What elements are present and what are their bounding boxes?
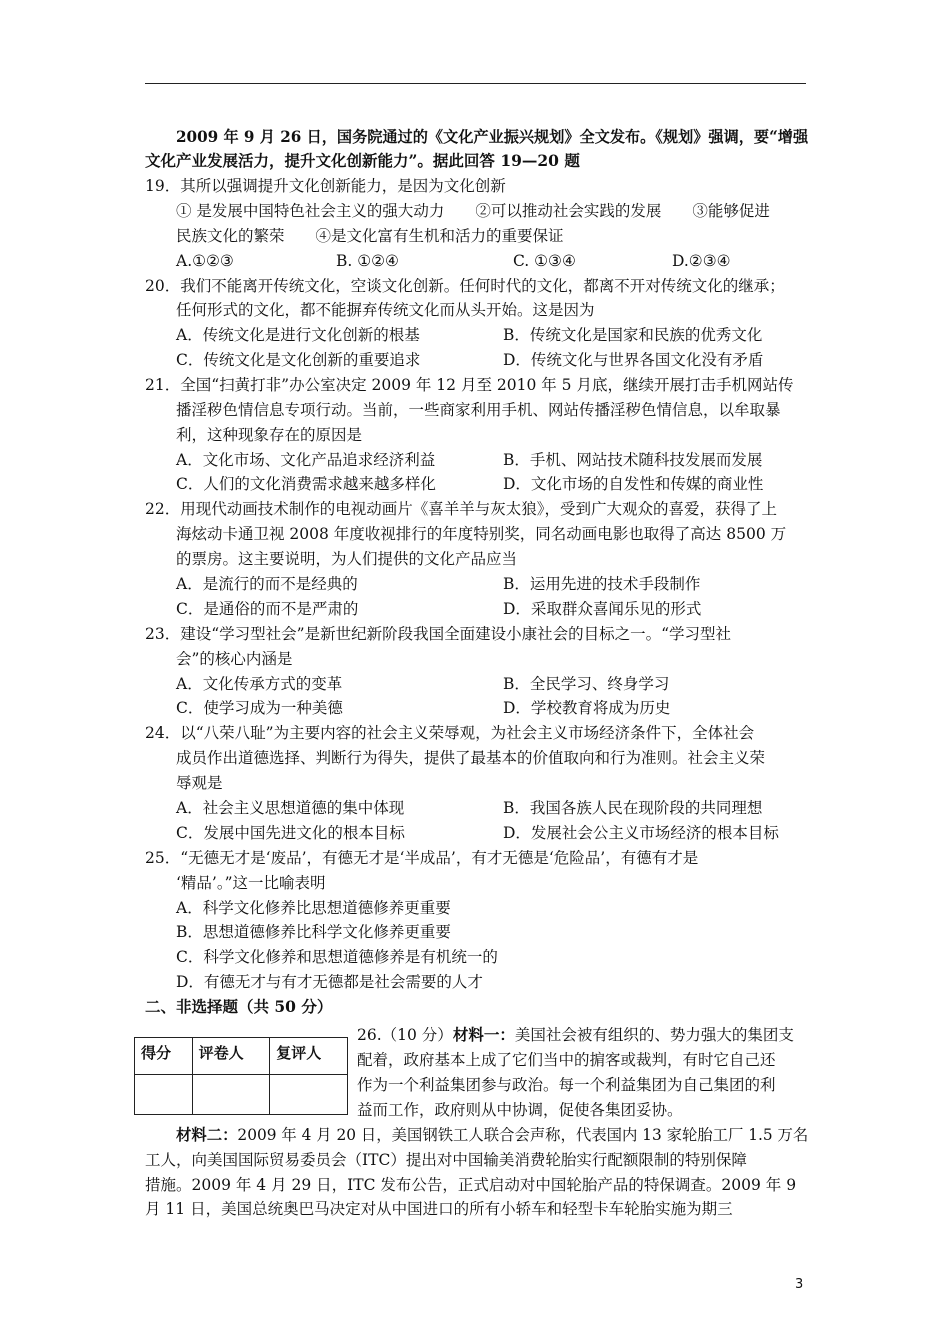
q23-line-2: 会”的核心内涵是 [176,650,293,668]
q25-option-a: A．科学文化修养比思想道德修养更重要 [176,899,451,917]
q26-number: 26.（10 分） [357,1026,453,1044]
q25-line-2: ‘精品’。”这一比喻表明 [176,874,326,892]
q20-option-b: B．传统文化是国家和民族的优秀文化 [503,326,763,344]
q19-option-d: D.②③④ [672,252,731,270]
q26-line-2: 配着，政府基本上成了它们当中的掮客或裁判，有时它自己还 [357,1051,776,1069]
q22-line-2: 海炫动卡通卫视 2008 年度收视排行的年度特别奖，同名动画电影也取得了高达 8500 万 [176,525,787,543]
q26-line-1 [357,1025,794,1045]
q20-line-2: 任何形式的文化，都不能摒弃传统文化而从头开始。这是因为 [176,301,595,319]
section-2-title: 二、非选择题（共 50 分） [145,997,333,1016]
score-header: 得分 [135,1038,193,1075]
q21-line-3: 利，这种现象存在的原因是 [176,426,363,444]
score-table [134,1037,348,1115]
score-cell [135,1075,193,1115]
header-rule [145,83,806,84]
q25-option-d: D．有德无才与有才无德都是社会需要的人才 [176,973,483,991]
q19-option-a: A.①②③ [176,252,234,270]
q26-material-2-text: 2009 年 4 月 20 日，美国钢铁工人联合会声称，代表国内 13 家轮胎工厂 1.5 万名 [237,1126,809,1144]
q24-stem: 24．以“八荣八耻”为主要内容的社会主义荣辱观，为社会主义市场经济条件下，全体社会 [145,724,755,742]
q26-line-4: 益而工作，政府则从中协调，促使各集团妥协。 [357,1101,683,1119]
q25-option-b: B．思想道德修养比科学文化修养更重要 [176,923,451,941]
page-number: 3 [795,1277,804,1292]
q26-material-1-label: 材料一： [452,1025,515,1044]
q22-option-d: D．采取群众喜闻乐见的形式 [503,600,702,618]
q24-line-2: 成员作出道德选择、判断行为得失，提供了最基本的价值取向和行为准则。社会主义荣 [176,749,766,767]
q23-option-c: C．使学习成为一种美德 [176,699,343,717]
q21-option-a: A．文化市场、文化产品追求经济利益 [176,451,436,469]
q26-material-2-line-3: 措施。2009 年 4 月 29 日，ITC 发布公告，正式启动对中国轮胎产品的特保调查。2009 年 9 [145,1176,797,1194]
q25-option-c: C．科学文化修养和思想道德修养是有机统一的 [176,948,498,966]
q20-option-c: C．传统文化是文化创新的重要追求 [176,351,421,369]
q24-option-c: C．发展中国先进文化的根本目标 [176,824,405,842]
q26-material-2-line-4: 月 11 日，美国总统奥巴马决定对从中国进口的所有小轿车和轻型卡车轮胎实施为期三 [145,1200,733,1218]
q21-option-b: B．手机、网站技术随科技发展而发展 [503,451,763,469]
q21-option-d: D．文化市场的自发性和传媒的商业性 [503,475,764,493]
q19-option-c: C. ①③④ [513,252,576,270]
grader-header: 评卷人 [192,1038,270,1075]
reviewer-cell [270,1075,348,1115]
q22-stem: 22．用现代动画技术制作的电视动画片《喜羊羊与灰太狼》，受到广大观众的喜爱，获得了上 [145,500,777,518]
q21-option-c: C．人们的文化消费需求越来越多样化 [176,475,436,493]
q24-option-b: B．我国各族人民在现阶段的共同理想 [503,799,763,817]
q24-line-3: 辱观是 [176,774,223,792]
q26-line-3: 作为一个利益集团参与政治。每一个利益集团为自己集团的利 [357,1076,776,1094]
q20-stem: 20．我们不能离开传统文化，空谈文化创新。任何时代的文化，都离不开对传统文化的继承； [145,277,785,295]
q24-option-a: A．社会主义思想道德的集中体现 [176,799,405,817]
q23-stem: 23．建设“学习型社会”是新世纪新阶段我国全面建设小康社会的目标之一。“学习型社 [145,625,731,643]
q23-option-a: A．文化传承方式的变革 [176,675,343,693]
q26-material-2-line-2: 工人，向美国国际贸易委员会（ITC）提出对中国输美消费轮胎实行配额限制的特别保障 [145,1151,747,1169]
q21-stem: 21．全国“扫黄打非”办公室决定 2009 年 12 月至 2010 年 5 月底，继续开展打击手机网站传 [145,376,794,394]
q26-material-2-label: 材料二： [176,1125,238,1144]
q21-line-2: 播淫秽色情信息专项行动。当前，一些商家利用手机、网站传播淫秽色情信息，以牟取暴 [176,401,781,419]
q19-option-b: B. ①②④ [336,252,399,270]
q22-option-b: B．运用先进的技术手段制作 [503,575,701,593]
intro-line-2: 文化产业发展活力，提升文化创新能力”。据此回答 19—20 题 [145,151,580,170]
grader-cell [192,1075,270,1115]
intro-line-1: 2009 年 9 月 26 日，国务院通过的《文化产业振兴规划》全文发布。《规划》强调，要“增强 [176,127,809,146]
reviewer-header: 复评人 [270,1038,348,1075]
q26-material-2-line-1 [176,1125,808,1145]
q23-option-b: B．全民学习、终身学习 [503,675,670,693]
q20-option-d: D．传统文化与世界各国文化没有矛盾 [503,351,764,369]
q25-stem: 25．“无德无才是‘废品’，有德无才是‘半成品’，有才无德是‘危险品’，有德有才是 [145,849,699,867]
q19-line-3: 民族文化的繁荣 ④是文化富有生机和活力的重要保证 [176,227,564,245]
q22-option-a: A．是流行的而不是经典的 [176,575,358,593]
q19-stem: 19．其所以强调提升文化创新能力，是因为文化创新 [145,177,506,195]
q24-option-d: D．发展社会公主义市场经济的根本目标 [503,824,779,842]
q20-option-a: A．传统文化是进行文化创新的根基 [176,326,420,344]
q19-line-2: ① 是发展中国特色社会主义的强大动力 ②可以推动社会实践的发展 ③能够促进 [176,202,770,220]
q23-option-d: D．学校教育将成为历史 [503,699,671,717]
q26-material-1-text: 美国社会被有组织的、势力强大的集团支 [514,1026,794,1044]
q22-line-3: 的票房。这主要说明，为人们提供的文化产品应当 [176,550,518,568]
q22-option-c: C．是通俗的而不是严肃的 [176,600,359,618]
